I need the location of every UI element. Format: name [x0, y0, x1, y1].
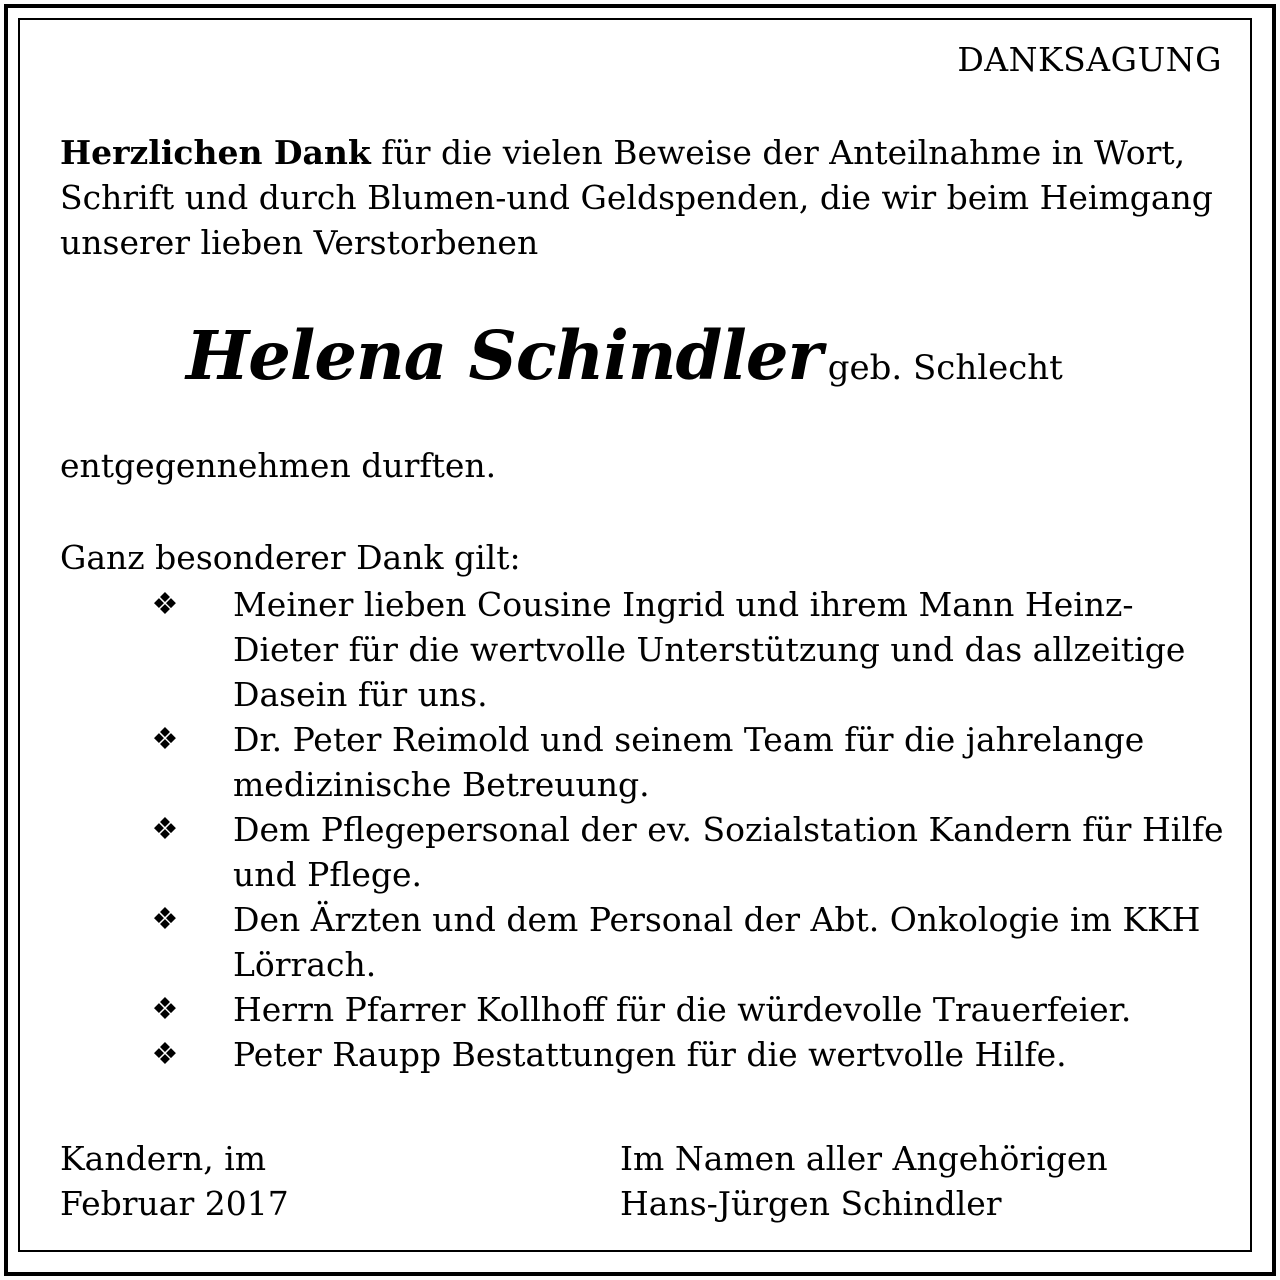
- received-text: entgegennehmen durften.: [60, 446, 497, 485]
- thanks-item-text: Den Ärzten und dem Personal der Abt. Onkologie im KKH Lörrach.: [233, 900, 1201, 984]
- thanks-item: [145, 717, 1235, 807]
- maiden-name: geb. Schlecht: [827, 348, 1063, 388]
- place-text: Kandern, im: [60, 1139, 267, 1178]
- intro-paragraph: [60, 130, 1220, 265]
- thanks-item-text: Meiner lieben Cousine Ingrid und ihrem Mann Heinz-Dieter für die wertvolle Unterstützung und das allzeitige Dasein für uns.: [233, 585, 1186, 714]
- on-behalf-text: Im Namen aller Angehörigen: [620, 1139, 1108, 1178]
- diamond-bullet-icon: ❖: [151, 722, 179, 757]
- thanks-item-text: Dem Pflegepersonal der ev. Sozialstation Kandern für Hilfe und Pflege.: [233, 810, 1224, 894]
- diamond-bullet-icon: ❖: [151, 1037, 179, 1072]
- special-thanks-title: Ganz besonderer Dank gilt:: [60, 538, 521, 577]
- deceased-name-line: [186, 316, 1063, 395]
- thanks-item: [145, 897, 1235, 987]
- place-date: [60, 1136, 289, 1226]
- diamond-bullet-icon: ❖: [151, 902, 179, 937]
- thanks-item: [145, 987, 1235, 1032]
- diamond-bullet-icon: ❖: [151, 587, 179, 622]
- thanks-item-text: Peter Raupp Bestattungen für die wertvolle Hilfe.: [233, 1035, 1067, 1074]
- intro-bold: Herzlichen Dank: [60, 133, 371, 172]
- thanks-item: [145, 807, 1235, 897]
- diamond-bullet-icon: ❖: [151, 992, 179, 1027]
- date-text: Februar 2017: [60, 1184, 289, 1223]
- signature-block: [620, 1136, 1108, 1226]
- signer-name: Hans-Jürgen Schindler: [620, 1184, 1002, 1223]
- thanks-item-text: Herrn Pfarrer Kollhoff für die würdevolle Trauerfeier.: [233, 990, 1132, 1029]
- thanks-item: [145, 582, 1235, 717]
- diamond-bullet-icon: ❖: [151, 812, 179, 847]
- notice-heading: DANKSAGUNG: [957, 40, 1222, 79]
- thanks-list: [145, 582, 1235, 1077]
- deceased-name: Helena Schindler: [186, 316, 822, 395]
- intro-text: für die vielen Beweise der Anteilnahme in Wort, Schrift und durch Blumen-und Geldspenden, die wir beim Heimgang unserer lieben Verstorbenen: [60, 133, 1213, 262]
- thanks-item: [145, 1032, 1235, 1077]
- thanks-item-text: Dr. Peter Reimold und seinem Team für die jahrelange medizinische Betreuung.: [233, 720, 1145, 804]
